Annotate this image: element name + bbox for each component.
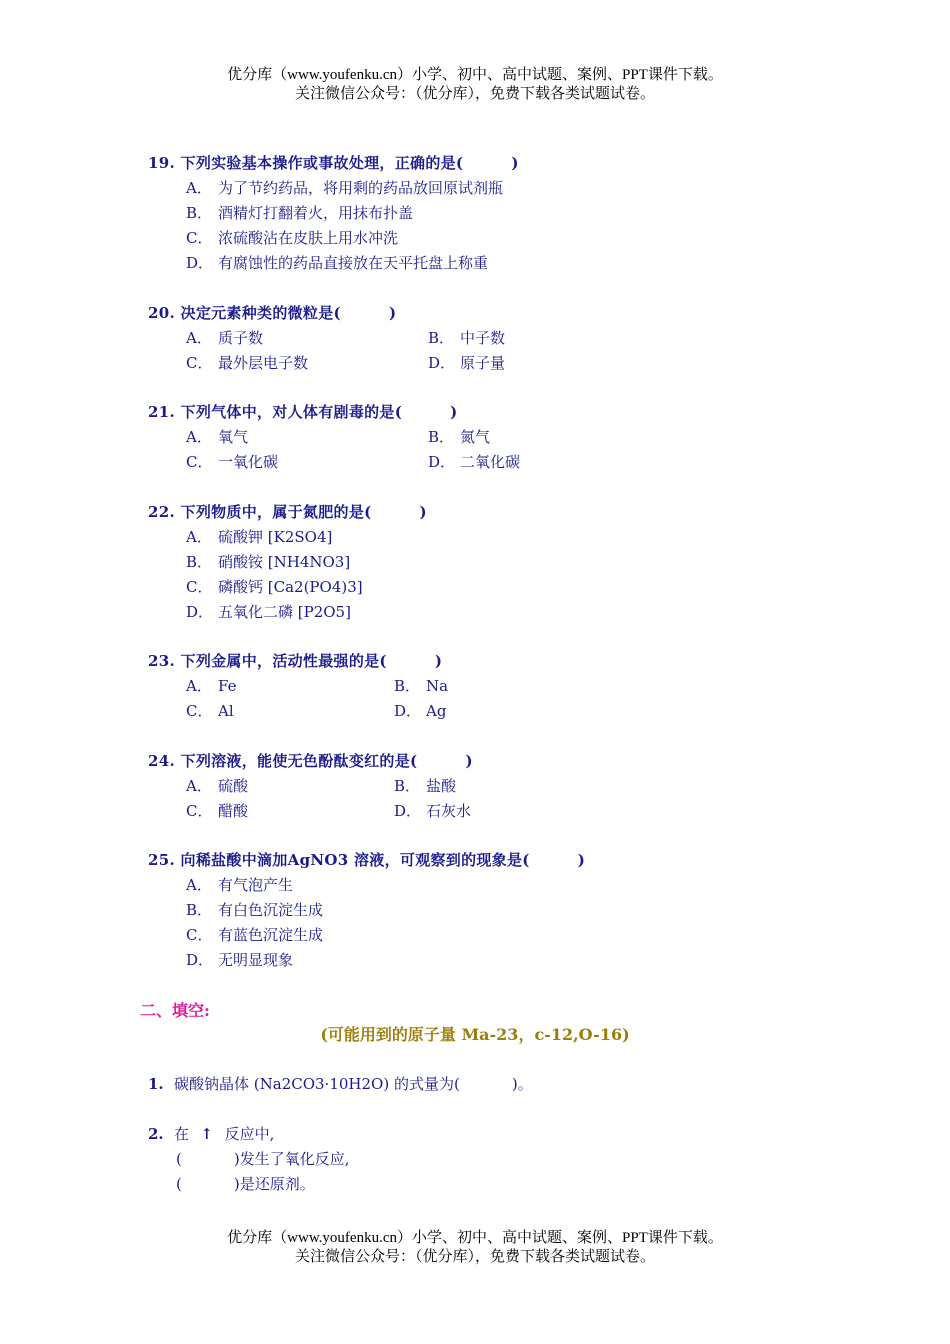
option-d: D． 五氧化二磷 [P2O5] (186, 603, 351, 621)
question-19 (148, 152, 519, 272)
option-c: C． 磷酸钙 [Ca2(PO4)3] (186, 578, 363, 596)
question-21 (148, 401, 521, 471)
header-line-2: 关注微信公众号：（优分库），免费下载各类试题试卷。 (294, 86, 655, 102)
question-stem: 23. 下列金属中，活动性最强的是( ) (148, 652, 443, 670)
question-24 (148, 750, 473, 820)
option-d: D． Ag (394, 702, 447, 720)
page-footer (0, 1229, 950, 1267)
option-a: A． 质子数 (186, 329, 264, 347)
page-header (0, 66, 950, 104)
option-d: D． 石灰水 (394, 802, 472, 820)
option-d: D． 有腐蚀性的药品直接放在天平托盘上称重 (186, 254, 489, 272)
option-a: A． 硫酸钾 [K2SO4] (186, 528, 333, 546)
option-b: B． 酒精灯打翻着火，用抹布扑盖 (186, 204, 414, 222)
footer-line-1: 优分库（www.youfenku.cn）小学、初中、高中试题、案例、PPT课件下载。 (227, 1230, 723, 1246)
option-b: B． 中子数 (428, 329, 506, 347)
fill-question-1: 1. 碳酸钠晶体 (Na2CO3·10H2O) 的式量为( )。 (148, 1075, 533, 1093)
option-c: C． 浓硫酸沾在皮肤上用水冲洗 (186, 229, 399, 247)
atomic-mass-note: (可能用到的原子量 Ma-23，c-12,O-16) (320, 1025, 630, 1044)
option-a: A． Fe (186, 677, 237, 695)
option-c: C． 有蓝色沉淀生成 (186, 926, 324, 944)
option-c: C． 一氧化碳 (186, 453, 279, 471)
option-b: B． Na (394, 677, 449, 695)
option-a: A． 为了节约药品，将用剩的药品放回原试剂瓶 (186, 179, 504, 197)
question-20 (148, 302, 506, 372)
option-b: B． 硝酸铵 [NH4NO3] (186, 553, 351, 571)
question-stem: 25. 向稀盐酸中滴加AgNO3 溶液，可观察到的现象是( ) (148, 851, 586, 869)
option-d: D． 无明显现象 (186, 951, 294, 969)
fill-line-a: ( )发生了氧化反应, (176, 1150, 350, 1168)
header-line-1: 优分库（www.youfenku.cn）小学、初中、高中试题、案例、PPT课件下载。 (227, 67, 723, 83)
question-25 (148, 849, 586, 969)
option-c: C． Al (186, 702, 234, 720)
option-a: A． 有气泡产生 (186, 876, 294, 894)
up-arrow-icon: ↑ (200, 1125, 214, 1143)
question-stem: 20. 决定元素种类的微粒是( ) (148, 304, 397, 322)
question-stem: 19. 下列实验基本操作或事故处理，正确的是( ) (148, 154, 519, 172)
question-stem: 24. 下列溶液，能使无色酚酞变红的是( ) (148, 752, 473, 770)
section-title: 二、填空: (140, 1001, 210, 1020)
option-c: C． 醋酸 (186, 802, 249, 820)
question-stem: 21. 下列气体中，对人体有剧毒的是( ) (148, 403, 458, 421)
option-d: D． 二氧化碳 (428, 453, 521, 471)
option-a: A． 硫酸 (186, 777, 249, 795)
question-22 (148, 501, 427, 621)
option-b: B． 有白色沉淀生成 (186, 901, 324, 919)
option-b: B． 盐酸 (394, 777, 457, 795)
question-23 (148, 650, 449, 720)
option-c: C． 最外层电子数 (186, 354, 309, 372)
option-a: A． 氧气 (186, 428, 249, 446)
option-b: B． 氮气 (428, 428, 491, 446)
option-d: D． 原子量 (428, 354, 506, 372)
footer-line-2: 关注微信公众号：（优分库），免费下载各类试题试卷。 (294, 1249, 655, 1265)
fill-line-b: ( )是还原剂。 (176, 1175, 315, 1193)
fill-question-2: 2. 在 ↑ 反应中, ( )发生了氧化反应, ( )是还原剂。 (148, 1125, 350, 1193)
question-stem: 22. 下列物质中，属于氮肥的是( ) (148, 503, 427, 521)
